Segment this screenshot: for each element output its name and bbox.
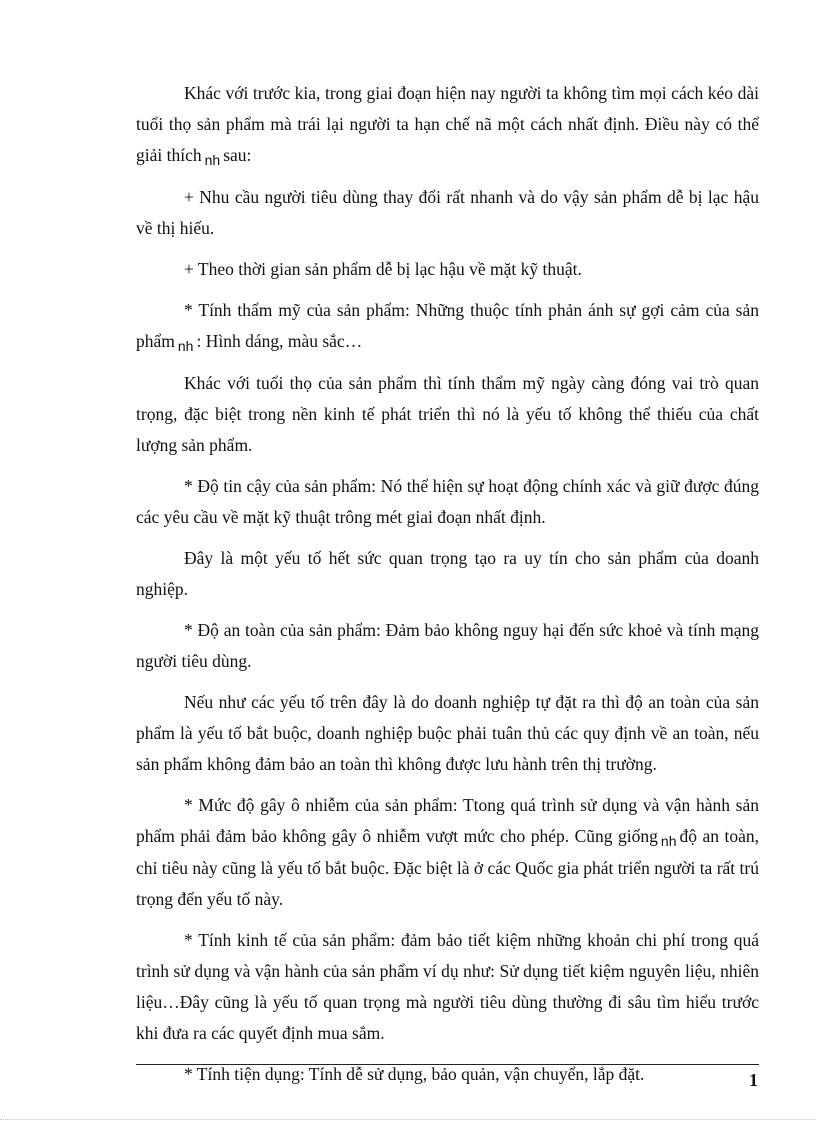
page-number: 1 <box>749 1070 758 1090</box>
paragraph-8: * Độ an toàn của sản phẩm: Đảm bảo không nguy hại đến sức khoẻ và tính mạng người tiêu dùng. <box>136 620 759 671</box>
paragraph-2: + Nhu cầu người tiêu dùng thay đổi rất nhanh và do vậy sản phẩm dễ bị lạc hậu về thị hiếu. <box>136 187 759 238</box>
footer-rule <box>136 1064 759 1065</box>
paragraph-1: Khác với trước kia, trong giai đoạn hiện nay người ta không tìm mọi cách kéo dài tuổi thọ sản phẩm mà trái lại người ta hạn chế nã một cách nhất định. Điều này có thể giải thích $_{nh}$ sau: <box>136 83 759 168</box>
paragraph-5: Khác với tuổi thọ của sản phẩm thì tính thẩm mỹ ngày càng đóng vai trò quan trọng, đặc biệt trong nền kinh tế phát triển thì nó là yếu tố không thể thiếu của chất lượng sản phẩm. <box>136 373 759 455</box>
page-boundary <box>0 1119 816 1120</box>
paragraph-11: * Tính kinh tế của sản phẩm: đảm bảo tiết kiệm những khoản chi phí trong quá trình sử dụng và vận hành của sản phẩm ví dụ như: Sử dụng tiết kiệm nguyên liệu, nhiên liệu…Đây cũng là yếu tố quan trọng mà người tiêu dùng thường đi sâu tìm hiểu trước khi đưa ra các quyết định mua sắm. <box>136 930 759 1043</box>
paragraph-12: * Tính tiện dụng: Tính dễ sử dụng, bảo quản, vận chuyển, lắp đặt. <box>184 1064 645 1084</box>
paragraph-6: * Độ tin cậy của sản phẩm: Nó thể hiện sự hoạt động chính xác và giữ được đúng các yêu cầu về mặt kỹ thuật trông mét giai đoạn nhất định. <box>136 476 759 527</box>
paragraph-7: Đây là một yếu tố hết sức quan trọng tạo ra uy tín cho sản phẩm của doanh nghiệp. <box>136 548 759 599</box>
nh-fragment: nh <box>660 833 677 849</box>
nh-fragment: nh <box>177 338 194 354</box>
paragraph-4: * Tính thẩm mỹ của sản phẩm: Những thuộc tính phản ánh sự gợi cảm của sản phẩm $_{nh}$ : Hình dáng, màu sắc… <box>136 300 759 354</box>
paragraph-9: Nếu như các yếu tố trên đây là do doanh nghiệp tự đặt ra thì độ an toàn của sản phẩm là yếu tố bắt buộc, doanh nghiệp buộc phải tuân thủ các quy định về an toàn, nếu sản phẩm không đảm bảo an toàn thì không được lưu hành trên thị trường. <box>136 692 759 774</box>
paragraph-3: + Theo thời gian sản phẩm dễ bị lạc hậu về mặt kỹ thuật. <box>184 259 582 279</box>
paragraph-10: * Mức độ gây ô nhiễm của sản phẩm: Ttong quá trình sử dụng và vận hành sản phẩm phải đảm bảo không gây ô nhiễm vượt mức cho phép. Cũng giống $_{nh}$ độ an toàn, chỉ tiêu này cũng là yếu tố bắt buộc. Đặc biệt là ở các Quốc gia phát triển người ta rất trú trọng đến yếu tố này. <box>136 795 759 909</box>
page-body <box>136 78 759 1100</box>
nh-fragment: nh <box>204 152 221 168</box>
